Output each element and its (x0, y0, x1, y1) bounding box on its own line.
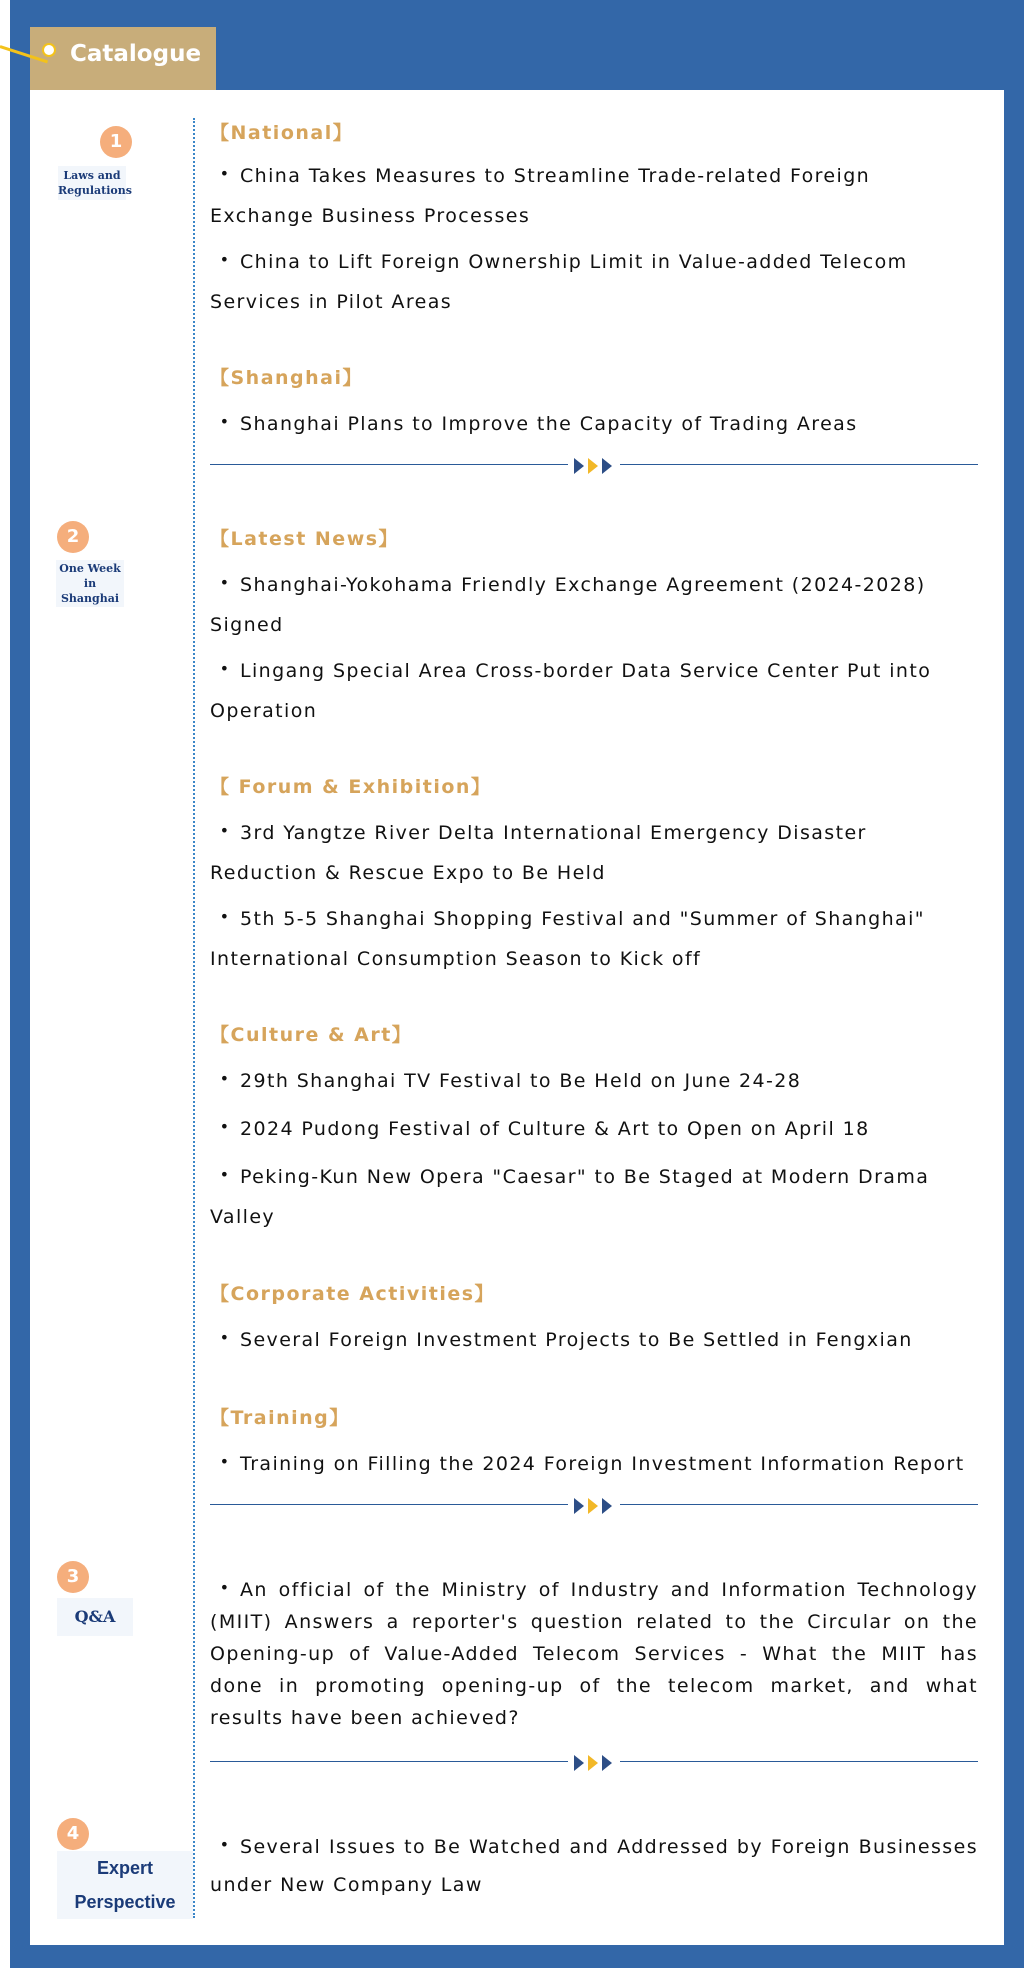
bullet-icon: • (219, 1165, 231, 1184)
bullet-icon: • (219, 1117, 231, 1136)
bullet-icon: • (219, 412, 231, 431)
bullet-icon: • (219, 250, 231, 269)
bullet-icon: • (219, 573, 231, 592)
section-4-label[interactable] (57, 1851, 193, 1919)
list-item[interactable]: • 2024 Pudong Festival of Culture & Art to Open on April 18 (210, 1107, 980, 1149)
section-1-label-line2: Regulations (58, 184, 132, 197)
vertical-dotted-divider (193, 118, 195, 1918)
catalogue-title: Catalogue (70, 41, 202, 67)
list-item[interactable]: • 3rd Yangtze River Delta International Emergency Disaster Reduction & Rescue Expo to Be Held (210, 811, 980, 893)
list-item[interactable]: • Shanghai Plans to Improve the Capacity of Trading Areas (210, 402, 980, 444)
heading-national: 【National】 (210, 122, 354, 144)
bullet-icon: • (219, 907, 231, 926)
list-item[interactable]: • Several Foreign Investment Projects to Be Settled in Fengxian (210, 1318, 980, 1360)
list-item[interactable]: • Training on Filling the 2024 Foreign Investment Information Report (210, 1442, 980, 1484)
list-item[interactable]: • 5th 5-5 Shanghai Shopping Festival and "Summer of Shanghai" International Consumption Season to Kick off (210, 897, 980, 979)
list-item[interactable]: • Shanghai-Yokohama Friendly Exchange Agreement (2024-2028) Signed (210, 563, 980, 645)
section-2-label-line1: One Week (59, 562, 121, 575)
triple-arrow-icon (574, 456, 618, 474)
separator-line-left (210, 1761, 568, 1762)
triple-arrow-icon (574, 1496, 618, 1514)
separator-line-right (620, 1761, 978, 1762)
list-item[interactable]: • China to Lift Foreign Ownership Limit in Value-added Telecom Services in Pilot Areas (210, 240, 980, 322)
bullet-icon: • (219, 1452, 231, 1471)
bullet-icon: • (219, 1835, 231, 1854)
bullet-icon: • (219, 659, 231, 678)
section-1-label[interactable] (58, 166, 132, 200)
bullet-icon: • (219, 164, 231, 183)
section-4-badge: 4 (57, 1818, 89, 1850)
section-separator (210, 1495, 978, 1515)
tab-bullet-icon (42, 43, 56, 57)
bullet-icon: • (219, 1069, 231, 1088)
section-3-badge: 3 (57, 1561, 89, 1593)
triple-arrow-icon (574, 1753, 618, 1771)
section-4-label-line2: Perspective (74, 1892, 176, 1912)
bullet-icon: • (219, 1578, 231, 1597)
list-item[interactable]: • China Takes Measures to Streamline Trade-related Foreign Exchange Business Processes (210, 154, 980, 236)
section-separator (210, 1752, 978, 1772)
section-separator (210, 455, 978, 475)
separator-line-left (210, 1504, 568, 1505)
section-1-label-line1: Laws and (63, 169, 121, 182)
list-item[interactable]: • 29th Shanghai TV Festival to Be Held on June 24-28 (210, 1059, 980, 1101)
heading-shanghai: 【Shanghai】 (210, 367, 364, 389)
heading-training: 【Training】 (210, 1407, 350, 1429)
list-item[interactable]: • An official of the Ministry of Industry and Information Technology (MIIT) Answers a reporter's question related to the Circular on the Opening-up of Value-Added Telecom Services - What the MIIT has done in promoting opening-up of the telecom market, and what results have been achieved? (210, 1572, 978, 1734)
heading-forum-exhibition: 【 Forum & Exhibition】 (210, 776, 492, 798)
section-4-label-line1: Expert (96, 1858, 154, 1878)
heading-corporate-activities: 【Corporate Activities】 (210, 1283, 496, 1305)
section-2-label-line2: in Shanghai (60, 577, 120, 605)
section-2-label[interactable] (56, 560, 124, 607)
heading-culture-art: 【Culture & Art】 (210, 1024, 413, 1046)
catalogue-tab (30, 27, 216, 90)
list-item[interactable]: • Lingang Special Area Cross-border Data Service Center Put into Operation (210, 649, 980, 731)
section-3-label[interactable]: Q&A (57, 1598, 133, 1636)
bullet-icon: • (219, 1328, 231, 1347)
section-2-badge: 2 (57, 521, 89, 553)
list-item[interactable]: • Several Issues to Be Watched and Addressed by Foreign Businesses under New Company Law (210, 1826, 978, 1904)
separator-line-right (620, 464, 978, 465)
list-item[interactable]: • Peking-Kun New Opera "Caesar" to Be Staged at Modern Drama Valley (210, 1155, 980, 1237)
separator-line-left (210, 464, 568, 465)
heading-latest-news: 【Latest News】 (210, 528, 400, 550)
bullet-icon: • (219, 821, 231, 840)
section-1-badge: 1 (100, 126, 132, 158)
separator-line-right (620, 1504, 978, 1505)
